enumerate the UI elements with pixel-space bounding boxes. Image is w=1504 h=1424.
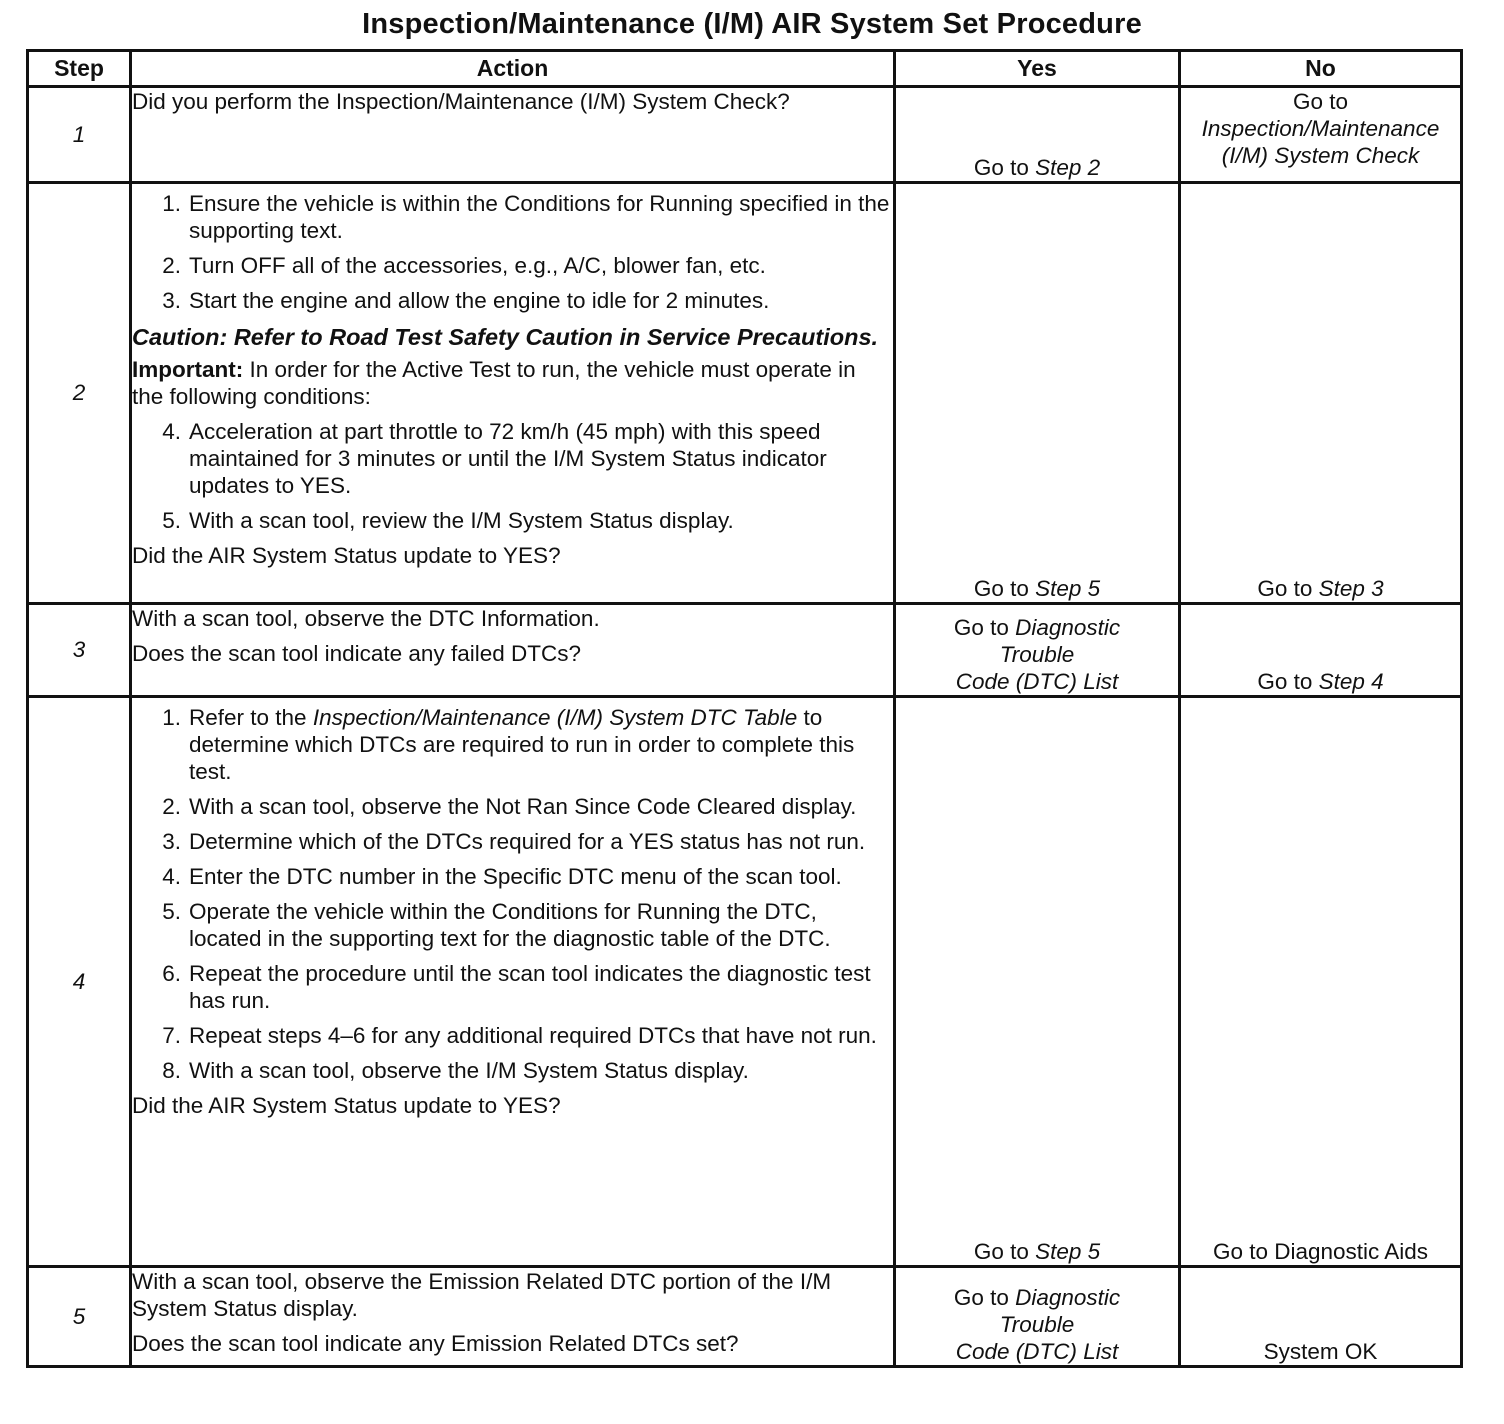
list-item: 8. With a scan tool, observe the I/M System Status display. [162, 1058, 749, 1083]
question-text: Did the AIR System Status update to YES? [132, 543, 561, 568]
header-no: No [1180, 51, 1462, 87]
no-cell[interactable]: Go to Step 3 [1180, 183, 1462, 604]
list-item: 2. Turn OFF all of the accessories, e.g., A/C, blower fan, etc. [162, 253, 766, 278]
list-item: 5. With a scan tool, review the I/M System Status display. [162, 508, 734, 533]
header-action: Action [131, 51, 895, 87]
procedure-table [26, 49, 1463, 1368]
action-cell [131, 1267, 895, 1367]
action-cell [131, 604, 895, 697]
yes-cell[interactable]: Go to Diagnostic Trouble Code (DTC) List [895, 604, 1180, 697]
table-row [28, 87, 1462, 183]
list-item: 1. Ensure the vehicle is within the Conditions for Running specified in the supporting text. [162, 191, 890, 243]
no-cell[interactable]: Go to Step 4 [1180, 604, 1462, 697]
no-cell[interactable]: Go to Diagnostic Aids [1180, 697, 1462, 1267]
list-item: 3. Determine which of the DTCs required for a YES status has not run. [162, 829, 866, 854]
step-number: 3 [28, 604, 131, 697]
list-item: 7. Repeat steps 4–6 for any additional required DTCs that have not run. [162, 1023, 877, 1048]
no-cell[interactable]: Go to Inspection/Maintenance (I/M) System Check [1180, 87, 1462, 183]
instruction-text: With a scan tool, observe the Emission Related DTC portion of the I/M System Status display. [132, 1269, 832, 1321]
step-number: 4 [28, 697, 131, 1267]
header-step: Step [28, 51, 131, 87]
action-cell [131, 87, 895, 183]
no-cell[interactable]: System OK [1180, 1267, 1462, 1367]
list-item: 6. Repeat the procedure until the scan tool indicates the diagnostic test has run. [162, 961, 871, 1013]
action-cell [131, 697, 895, 1267]
header-row [28, 51, 1462, 87]
list-item: 5. Operate the vehicle within the Conditions for Running the DTC, located in the supporting text for the diagnostic table of the DTC. [162, 899, 831, 951]
yes-cell[interactable]: Go to Step 2 [895, 87, 1180, 183]
question-text: Does the scan tool indicate any Emission Related DTCs set? [132, 1331, 739, 1356]
list-item: 3. Start the engine and allow the engine to idle for 2 minutes. [162, 288, 770, 313]
question-text: Did the AIR System Status update to YES? [132, 1093, 561, 1118]
table-row [28, 1267, 1462, 1367]
question-text: Did you perform the Inspection/Maintenance (I/M) System Check? [132, 89, 790, 114]
step-number: 1 [28, 87, 131, 183]
list-item: 2. With a scan tool, observe the Not Ran Since Code Cleared display. [162, 794, 857, 819]
step-number: 2 [28, 183, 131, 604]
action-cell [131, 183, 895, 604]
important-note: Important: In order for the Active Test to run, the vehicle must operate in the following conditions: [132, 357, 856, 409]
table-row [28, 697, 1462, 1267]
yes-cell[interactable]: Go to Diagnostic Trouble Code (DTC) List [895, 1267, 1180, 1367]
yes-cell[interactable]: Go to Step 5 [895, 697, 1180, 1267]
list-item: 4. Enter the DTC number in the Specific DTC menu of the scan tool. [162, 864, 842, 889]
question-text: Does the scan tool indicate any failed DTCs? [132, 641, 581, 666]
table-row [28, 183, 1462, 604]
instruction-text: With a scan tool, observe the DTC Information. [132, 606, 600, 631]
page-title: Inspection/Maintenance (I/M) AIR System Set Procedure [362, 8, 1142, 40]
list-item: 4. Acceleration at part throttle to 72 km/h (45 mph) with this speed maintained for 3 minutes or until the I/M System Status indicator updates to YES. [162, 419, 827, 498]
step-number: 5 [28, 1267, 131, 1367]
table-row [28, 604, 1462, 697]
list-item: 1. Refer to the Inspection/Maintenance (I/M) System DTC Table to determine which DTCs are required to run in order to complete this test. [162, 705, 855, 784]
caution-note: Caution: Refer to Road Test Safety Caution in Service Precautions. [132, 324, 879, 350]
header-yes: Yes [895, 51, 1180, 87]
yes-cell[interactable]: Go to Step 5 [895, 183, 1180, 604]
